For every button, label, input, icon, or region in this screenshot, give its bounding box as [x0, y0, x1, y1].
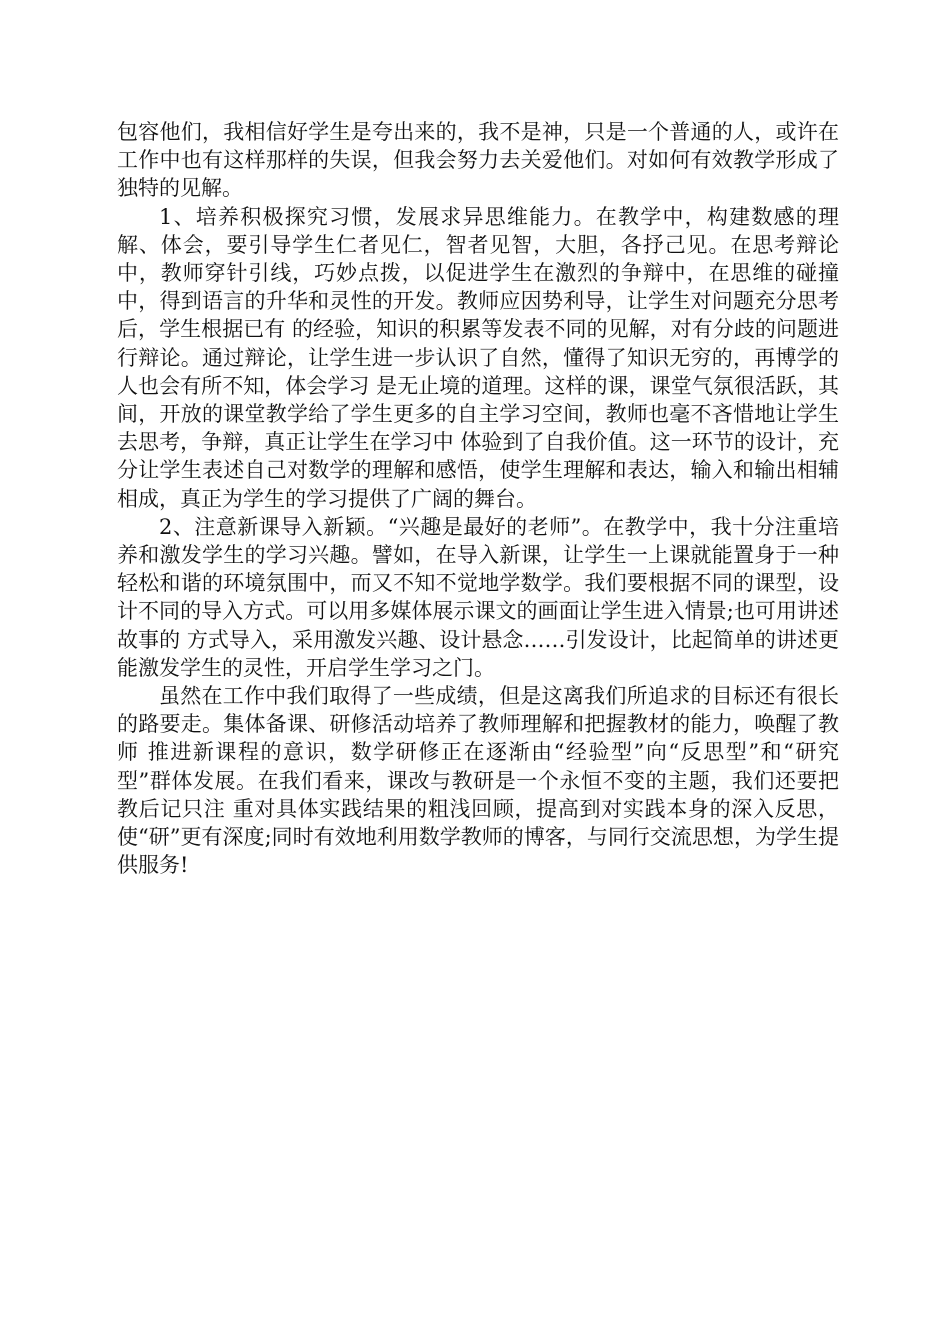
paragraph-3: 2、注意新课导入新颖。“兴趣是最好的老师”。在教学中，我十分注重培养和激发学生的学习兴趣。譬如，在导入新课，让学生一上课就能置身于一种 轻松和谐的环境氛围中，而又不知不觉地学数学。我们要根据不同的课型，设计不同的导入方式。可以用多媒体展示课文的画面让学生进入情景;也可用讲述故事的 方式导入，采用激发兴趣、设计悬念……引发设计，比起简单的讲述更能激发学生的灵性，开启学生学习之门。 — [117, 514, 839, 680]
paragraph-1: 包容他们，我相信好学生是夸出来的，我不是神，只是一个普通的人，或许在工作中也有这样那样的失误，但我会努力去关爱他们。对如何有效教学形成了独特的见解。 — [117, 120, 839, 201]
paragraph-4: 虽然在工作中我们取得了一些成绩，但是这离我们所追求的目标还有很长的路要走。集体备课、研修活动培养了教师理解和把握教材的能力，唤醒了教师 推进新课程的意识，数学研修正在逐渐由“经验型”向“反思型”和“研究型”群体发展。在我们看来，课改与教研是一个永恒不变的主题，我们还要把教后记只注 重对具体实践结果的粗浅回顾，提高到对实践本身的深入反思，使“研”更有深度;同时有效地利用数学教师的博客，与同行交流思想，为学生提供服务! — [117, 684, 839, 878]
paragraph-2: 1、培养积极探究习惯，发展求异思维能力。在教学中，构建数感的理解、体会，要引导学生仁者见仁，智者见智，大胆，各抒己见。在思考辩论中，教师穿针引线，巧妙点拨，以促进学生在激烈的争辩中，在思维的碰撞中，得到语言的升华和灵性的开发。教师应因势利导，让学生对问题充分思考后，学生根据已有 的经验，知识的积累等发表不同的见解，对有分歧的问题进行辩论。通过辩论，让学生进一步认识了自然，懂得了知识无穷的，再博学的人也会有所不知，体会学习 是无止境的道理。这样的课，课堂气氛很活跃，其间，开放的课堂教学给了学生更多的自主学习空间，教师也毫不吝惜地让学生去思考，争辩，真正让学生在学习中 体验到了自我价值。这一环节的设计，充分让学生表述自己对数学的理解和感悟，使学生理解和表达，输入和输出相辅相成，真正为学生的学习提供了广阔的舞台。 — [117, 204, 839, 511]
document-body — [117, 118, 839, 879]
